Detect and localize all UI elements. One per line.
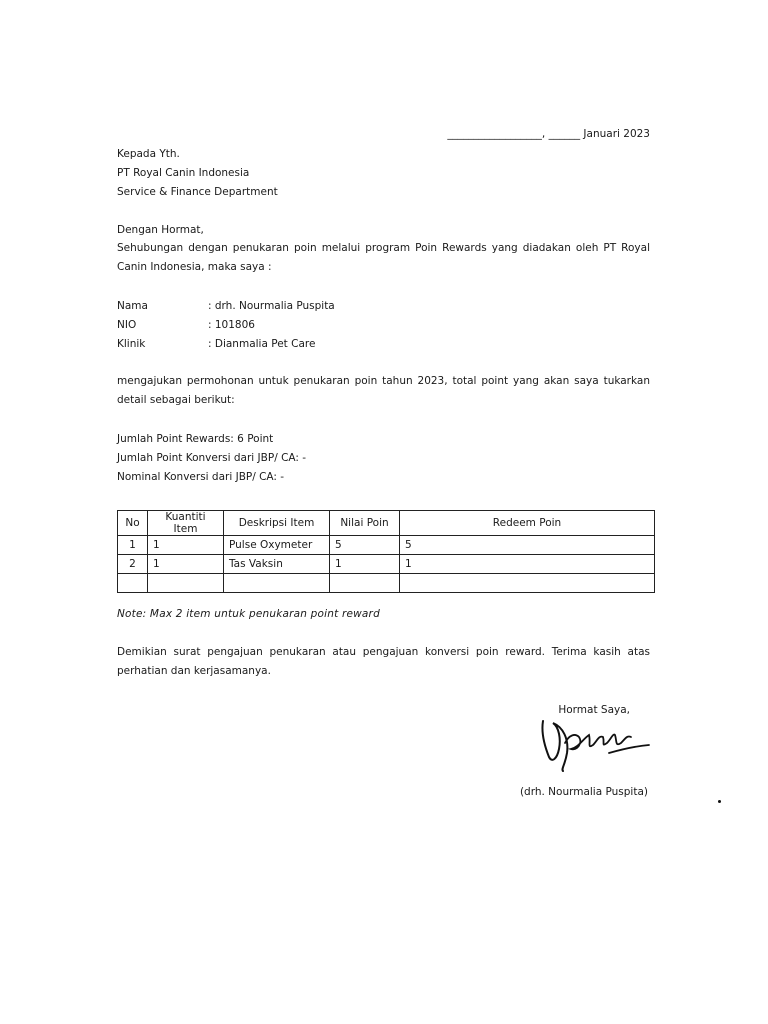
field-value-nama: : drh. Nourmalia Puspita bbox=[208, 300, 335, 312]
header-description: Deskripsi Item bbox=[224, 511, 330, 536]
summary-conversion: Jumlah Point Konversi dari JBP/ CA: - bbox=[117, 452, 307, 464]
summary-nominal: Nominal Konversi dari JBP/ CA: - bbox=[117, 471, 285, 483]
header-quantity: Kuantiti Item bbox=[148, 511, 224, 536]
field-value-klinik: : Dianmalia Pet Care bbox=[208, 338, 316, 350]
header-redeem-points: Redeem Poin bbox=[400, 511, 655, 536]
table-row bbox=[118, 574, 655, 593]
closing-paragraph: Demikian surat pengajuan penukaran atau pengajuan konversi poin reward. Terima kasih atas perhatian dan kerjasamanya. bbox=[117, 646, 650, 677]
header-point-value: Nilai Poin bbox=[330, 511, 400, 536]
field-value-nio: : 101806 bbox=[208, 319, 255, 331]
cell-redeem-points: 1 bbox=[400, 555, 655, 574]
cell-description: Tas Vaksin bbox=[224, 555, 330, 574]
field-label-nio: NIO bbox=[117, 319, 137, 331]
cell-description: Pulse Oxymeter bbox=[224, 536, 330, 555]
cell-redeem-points: 5 bbox=[400, 536, 655, 555]
intro-paragraph: Sehubungan dengan penukaran poin melalui program Poin Rewards yang diadakan oleh PT Royal Canin Indonesia, maka saya : bbox=[117, 242, 650, 273]
recipient-line-3: Service & Finance Department bbox=[117, 186, 278, 198]
recipient-line-1: Kepada Yth. bbox=[117, 148, 180, 160]
table-header-row bbox=[118, 511, 655, 536]
summary-points: Jumlah Point Rewards: 6 Point bbox=[117, 433, 274, 445]
recipient-line-2: PT Royal Canin Indonesia bbox=[117, 167, 250, 179]
signer-name: (drh. Nourmalia Puspita) bbox=[519, 786, 648, 798]
stray-dot bbox=[718, 800, 721, 803]
cell-description bbox=[224, 574, 330, 593]
field-label-klinik: Klinik bbox=[117, 338, 146, 350]
cell-quantity bbox=[148, 574, 224, 593]
field-label-nama: Nama bbox=[117, 300, 148, 312]
cell-redeem-points bbox=[400, 574, 655, 593]
cell-quantity: 1 bbox=[148, 536, 224, 555]
cell-point-value: 1 bbox=[330, 555, 400, 574]
cell-point-value bbox=[330, 574, 400, 593]
table-row bbox=[118, 536, 655, 555]
signature-icon bbox=[535, 713, 653, 773]
cell-no: 2 bbox=[118, 555, 148, 574]
date-line: __________________, ______ Januari 2023 bbox=[447, 128, 650, 140]
closing-salutation: Hormat Saya, bbox=[558, 704, 630, 716]
table-row bbox=[118, 555, 655, 574]
cell-no: 1 bbox=[118, 536, 148, 555]
note-text: Note: Max 2 item untuk penukaran point reward bbox=[117, 608, 380, 620]
cell-quantity: 1 bbox=[148, 555, 224, 574]
header-no: No bbox=[118, 511, 148, 536]
cell-no bbox=[118, 574, 148, 593]
greeting: Dengan Hormat, bbox=[117, 224, 204, 236]
cell-point-value: 5 bbox=[330, 536, 400, 555]
request-paragraph: mengajukan permohonan untuk penukaran poin tahun 2023, total point yang akan saya tukarkan detail sebagai berikut: bbox=[117, 375, 650, 406]
redeem-table bbox=[117, 510, 655, 593]
